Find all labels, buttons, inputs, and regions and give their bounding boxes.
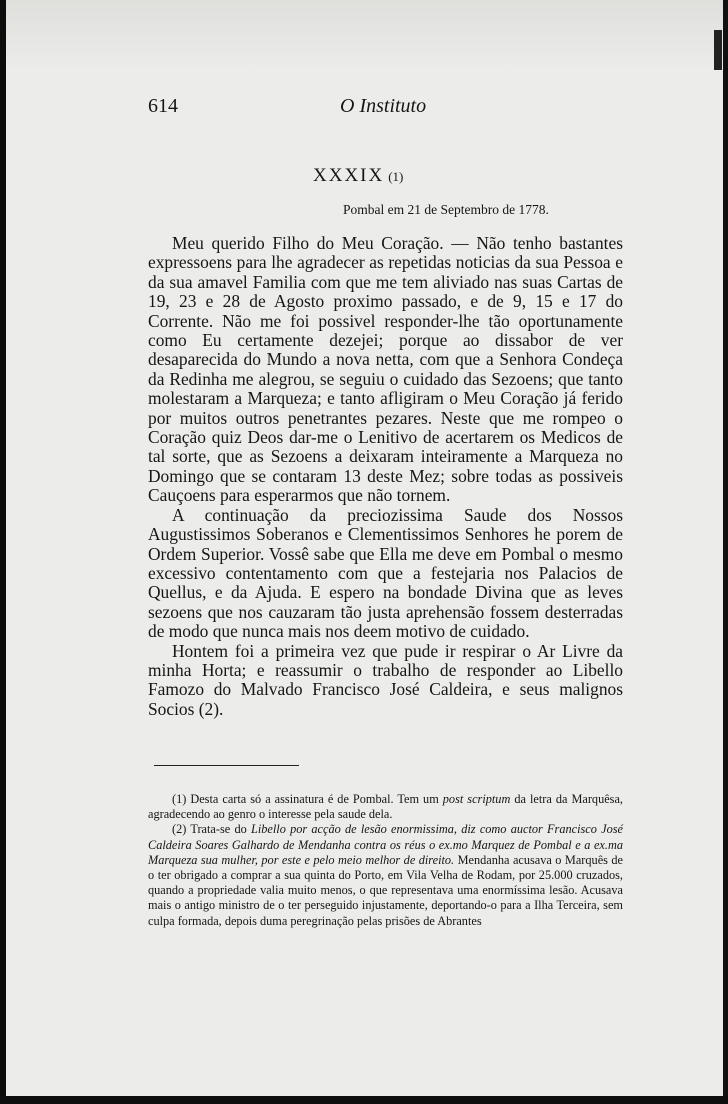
footnotes [148,792,623,929]
footnote-1-italic: post scriptum [442,792,511,806]
running-head [148,95,623,129]
letter-body [148,234,623,719]
dateline: Pombal em 21 de Septembro de 1778. [343,202,549,217]
footnote-2 [148,822,623,928]
footnote-2-text: (2) Trata-se do [172,822,251,837]
body-paragraph-2: A continuação da preciozissima Saude dos Nossos Augustissimos Soberanos e Clementissimos Senhores he porem de Ordem Superior. Vossê sabe que Ella me deve em Pombal o mesmo excessivo contentamento com que a festejaria nos Palacios de Quellus, e da Ajuda. E espero na bondade Divina que as leves sezoens que nos cauzaram tão justa aprehensão fossem desterradas de modo que nunca mais nos deem motivo de cuidado. [148,504,623,642]
footnote-rule [154,765,299,766]
body-paragraph-3: Hontem foi a primeira vez que pude ir respirar o Ar Livre da minha Horta; e reassumir o trabalho de responder ao Libello Famozo do Malvado Francisco José Caldeira, e seus malignos Socios (2). [148,640,623,719]
scan-shading [6,0,723,70]
book-page [148,95,624,928]
scan-border-bottom [0,1096,728,1104]
page-number: 614 [148,95,178,117]
letter-heading [313,165,403,187]
scan-border-right [723,0,728,1104]
footnote-1-end: da letra da Marquêsa, agradecendo ao genro o interesse pela saude dela. [148,792,623,822]
scan-border-left [0,0,6,1104]
scan-corner-mark [714,30,722,70]
letter-number: XXXIX [313,165,385,186]
footnote-2-end: Mendanha acusava o Marquês de o ter obrigado a comprar a sua quinta do Porto, em Vila Velha de Rodam, por 25.000 cruzados, quando a propriedade valia muito menos, o que representava uma enormíssima lesão. Acusava mais o antigo ministro de o ter perseguido injustamente, deportando-o para a Ilha Terceira, sem culpa formada, depois duma peregrinação pelas prisões de Abrantes [148,852,623,928]
footnote-2-italic: Libello por acção de lesão enormissima, diz como auctor Francisco José Caldeira Soares Galhardo de Mendanha contra os réus o ex.mo Marquez de Pombal e a ex.ma Marqueza sua mulher, por este e pelo meio melhor de direito. [148,822,624,867]
letter-footnote-ref: (1) [388,169,404,184]
journal-title: O Instituto [340,95,427,117]
footnote-1-text: (1) Desta carta só a assinatura é de Pombal. Tem um [172,792,443,806]
footnote-1 [148,792,623,822]
body-paragraph-1: Meu querido Filho do Meu Coração. — Não tenho bastantes expressoens para lhe agradecer as repetidas noticias da sua Pessoa e da sua amavel Familia com que me tem aliviado nas suas Cartas de 19, 23 e 28 de Agosto proximo passado, e de 9, 15 e 17 do Corrente. Não me foi possivel responder-lhe tão oportunamente como Eu certamente dezejei; porque ao dissabor de ver desaparecida do Mundo a nova netta, com que a Senhora Condeça da Redinha me alegrou, se seguiu o cuidado das Sezoens; que tanto molestaram a Marqueza; e tanto afligiram o Meu Coração já ferido por muitos outros penetrantes pezares. Neste que me rompeo o Coração quiz Deos dar-me o Lenitivo de acertarem os Medicos de tal sorte, que as Sezoens a deixaram inteiramente a Marqueza no Domingo que se contaram 13 deste Mez; sobre todas as possiveis Cauçoens para esperarmos que não tornem. [148,233,623,506]
